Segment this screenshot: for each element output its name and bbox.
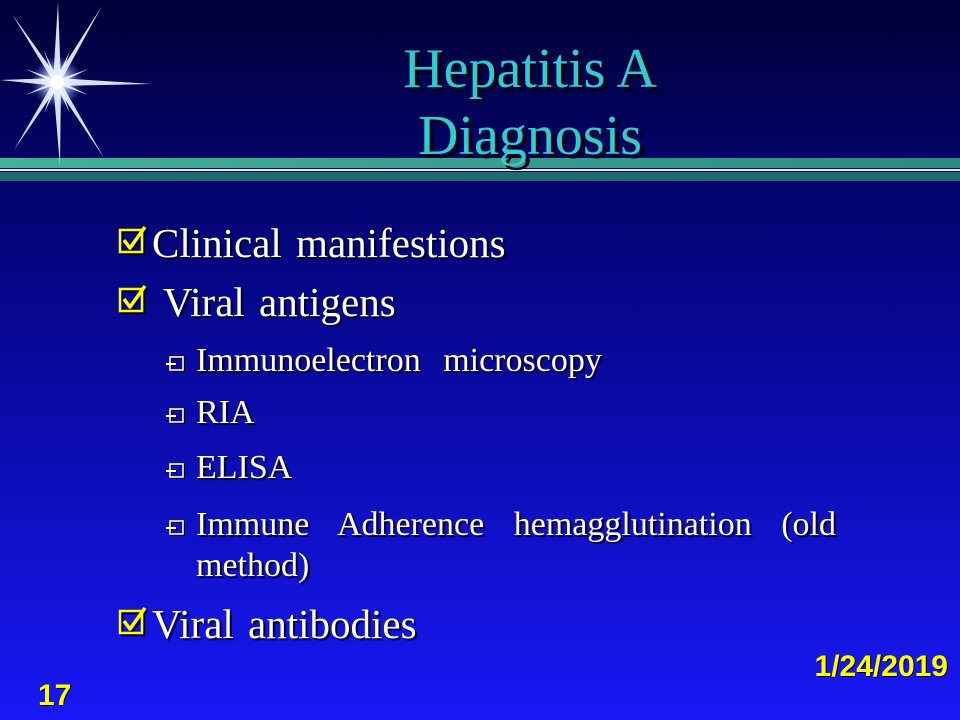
slide-date: 1/24/2019 [814, 650, 948, 683]
checkbox-checked-icon [118, 284, 148, 314]
star-core [50, 75, 64, 89]
bullet-text: Viral antibodies [152, 601, 417, 647]
sub-bullet-text: ELISA [196, 449, 293, 486]
title-line-2: Diagnosis [418, 105, 642, 167]
checkbox-checked-icon [118, 225, 148, 255]
sub-bullet-text: Immune Adherence hemagglutination (old method) [196, 506, 836, 584]
dash-box-icon [165, 352, 185, 372]
slide-title [100, 36, 960, 170]
dash-box-icon [165, 459, 185, 479]
rule-lower-band [0, 172, 960, 181]
sub-bullet-text: Immunoelectron microscopy [196, 342, 602, 379]
slide-number: 17 [38, 679, 72, 712]
title-line-1: Hepatitis A [403, 38, 657, 100]
checkbox-checked-icon [118, 606, 148, 636]
dash-box-icon [165, 516, 185, 536]
bullet-text: Clinical manifestions [152, 220, 506, 266]
dash-box-icon [165, 404, 185, 424]
bullet-text: Viral antigens [163, 279, 396, 325]
sub-bullet-text: RIA [196, 394, 255, 431]
